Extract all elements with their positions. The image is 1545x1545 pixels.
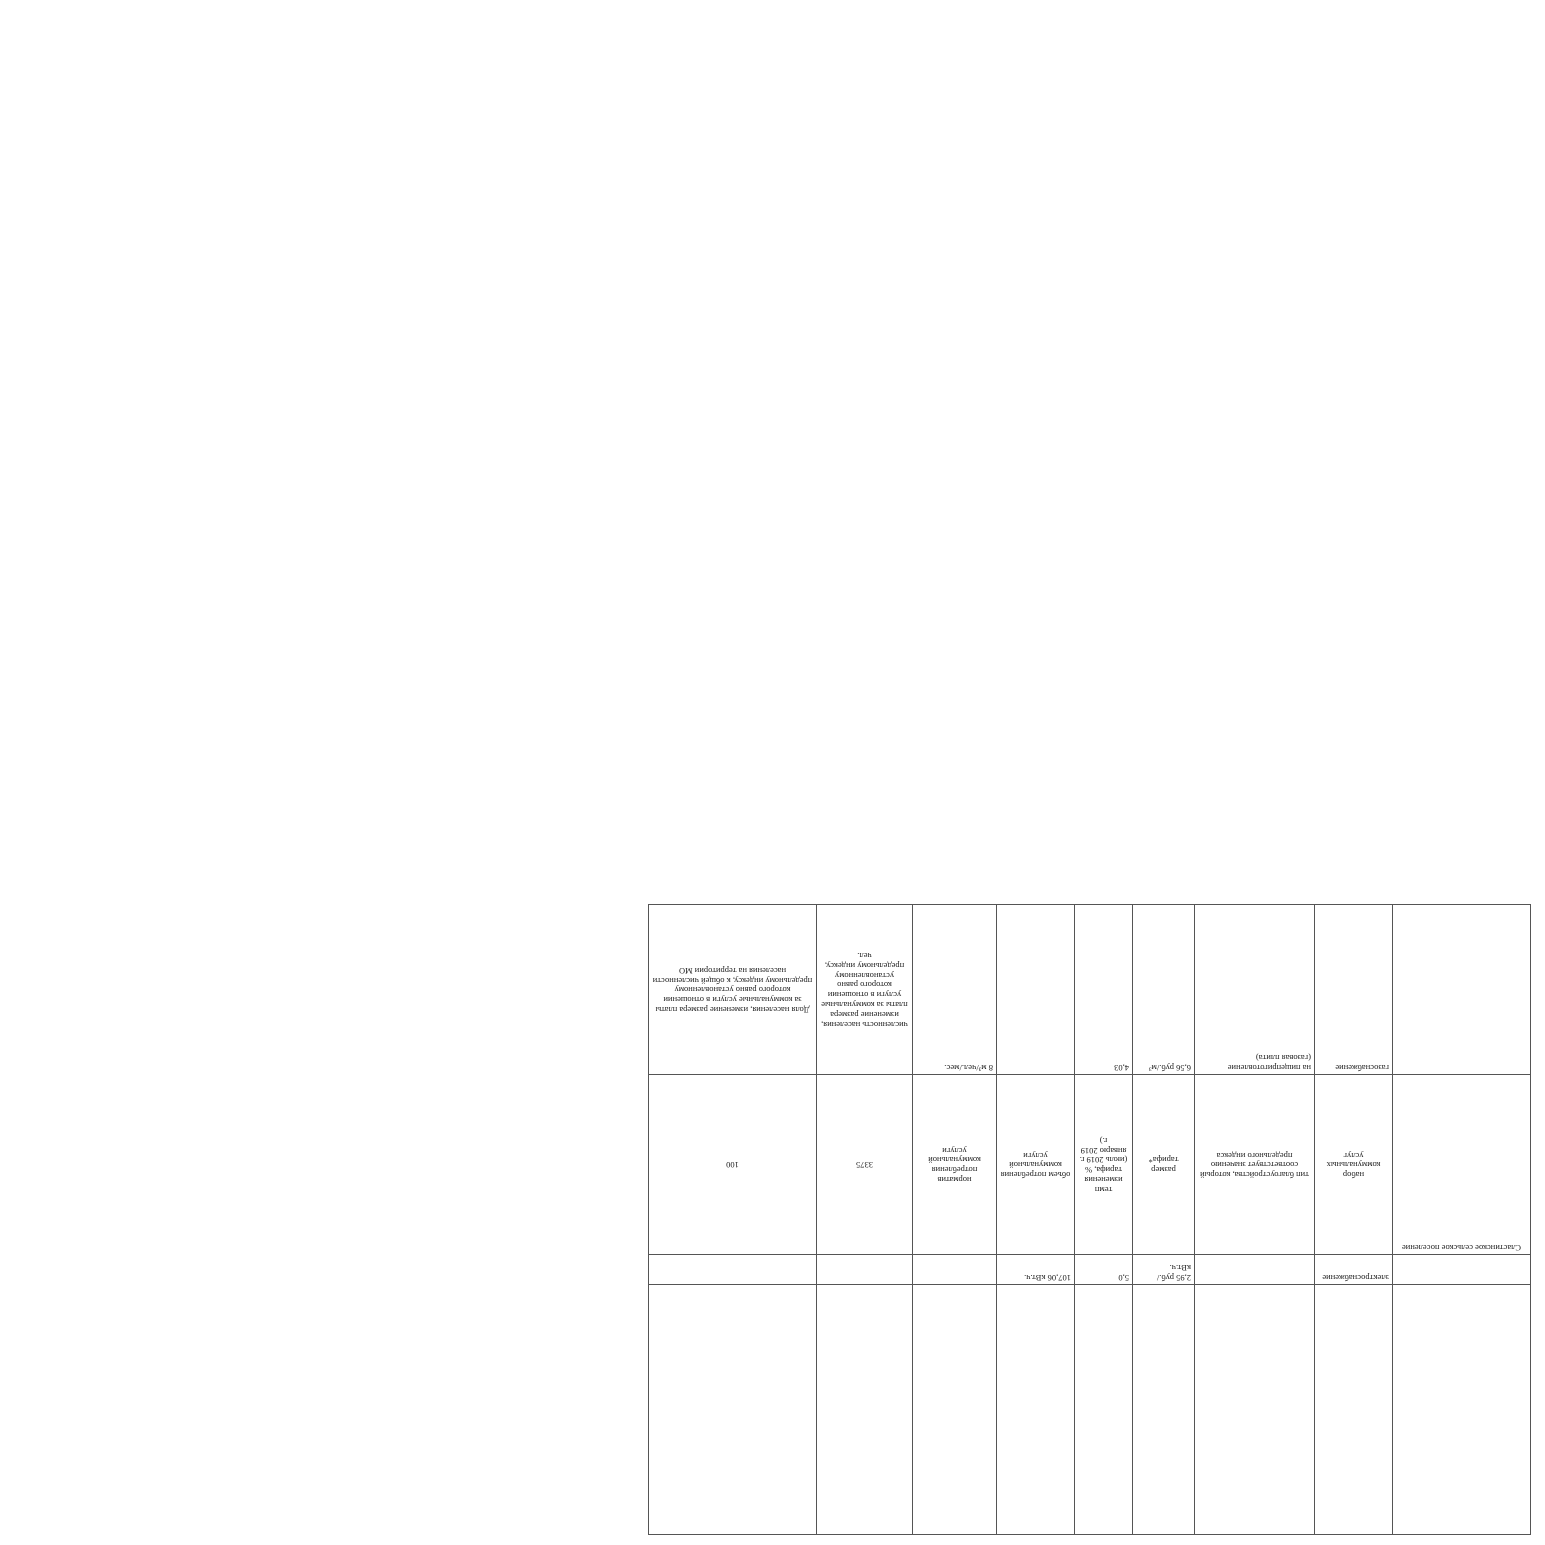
empty-cell xyxy=(1315,1285,1393,1535)
empty-cell xyxy=(1075,1285,1133,1535)
empty-cell xyxy=(649,1255,817,1285)
service-cell: газоснабжение xyxy=(1315,905,1393,1075)
header-norm: норматив потребления коммунальной услуги xyxy=(913,1075,997,1255)
tariff-cell: 6,56 руб./м³ xyxy=(1133,905,1195,1075)
empty-cell xyxy=(1393,905,1531,1075)
header-service-set: набор коммунальных услуг xyxy=(1315,1075,1393,1255)
empty-cell xyxy=(817,1285,913,1535)
header-volume: объем потребления коммунальной услуги xyxy=(997,1075,1075,1255)
volume-cell: 107,06 кВт.ч. xyxy=(997,1255,1075,1285)
share-mo-value: 100 xyxy=(649,1075,817,1255)
rotated-page-content xyxy=(640,905,1545,1545)
rate-cell: 4,03 xyxy=(1075,905,1133,1075)
count-value: 3375 xyxy=(817,1075,913,1255)
share-mo-label: Доля населения, изменение размера платы за коммунальные услуги в отношении которого равно установленному предельному индексу, к общей численности населения на территории МО xyxy=(649,905,817,1075)
volume-cell xyxy=(997,905,1075,1075)
norm-cell: 8 м³/чел./мес. xyxy=(913,905,997,1075)
header-rate: темп изменения тарифа, % (июль 2019 г. январю 2019 г.) xyxy=(1075,1075,1133,1255)
empty-cell xyxy=(913,1285,997,1535)
service-cell: электроснабжение xyxy=(1315,1255,1393,1285)
count-label: численность населения, изменение размера платы за коммунальные услуги в отношении которого равно установленному предельному индексу, чел. xyxy=(817,905,913,1075)
empty-cell xyxy=(997,1285,1075,1535)
amenity-cell: на пищеприготовление (газовая плита) xyxy=(1195,905,1315,1075)
empty-cell xyxy=(649,1285,817,1535)
tariff-cell: 2,95 руб./кВт.ч. xyxy=(1133,1255,1195,1285)
empty-cell xyxy=(1393,1255,1531,1285)
empty-cell xyxy=(1133,1285,1195,1535)
rate-cell: 5,0 xyxy=(1075,1255,1133,1285)
header-amenity: тип благоустройства, который соответствует значению предельного индекса xyxy=(1195,1075,1315,1255)
empty-cell xyxy=(1393,1285,1531,1535)
empty-cell xyxy=(1195,1285,1315,1535)
norm-cell xyxy=(913,1255,997,1285)
empty-cell xyxy=(817,1255,913,1285)
tariff-table xyxy=(648,904,1531,1535)
header-tariff: размер тарифа* xyxy=(1133,1075,1195,1255)
amenity-cell xyxy=(1195,1255,1315,1285)
settlement-name: Сластинское сельское поселение xyxy=(1393,1075,1531,1255)
